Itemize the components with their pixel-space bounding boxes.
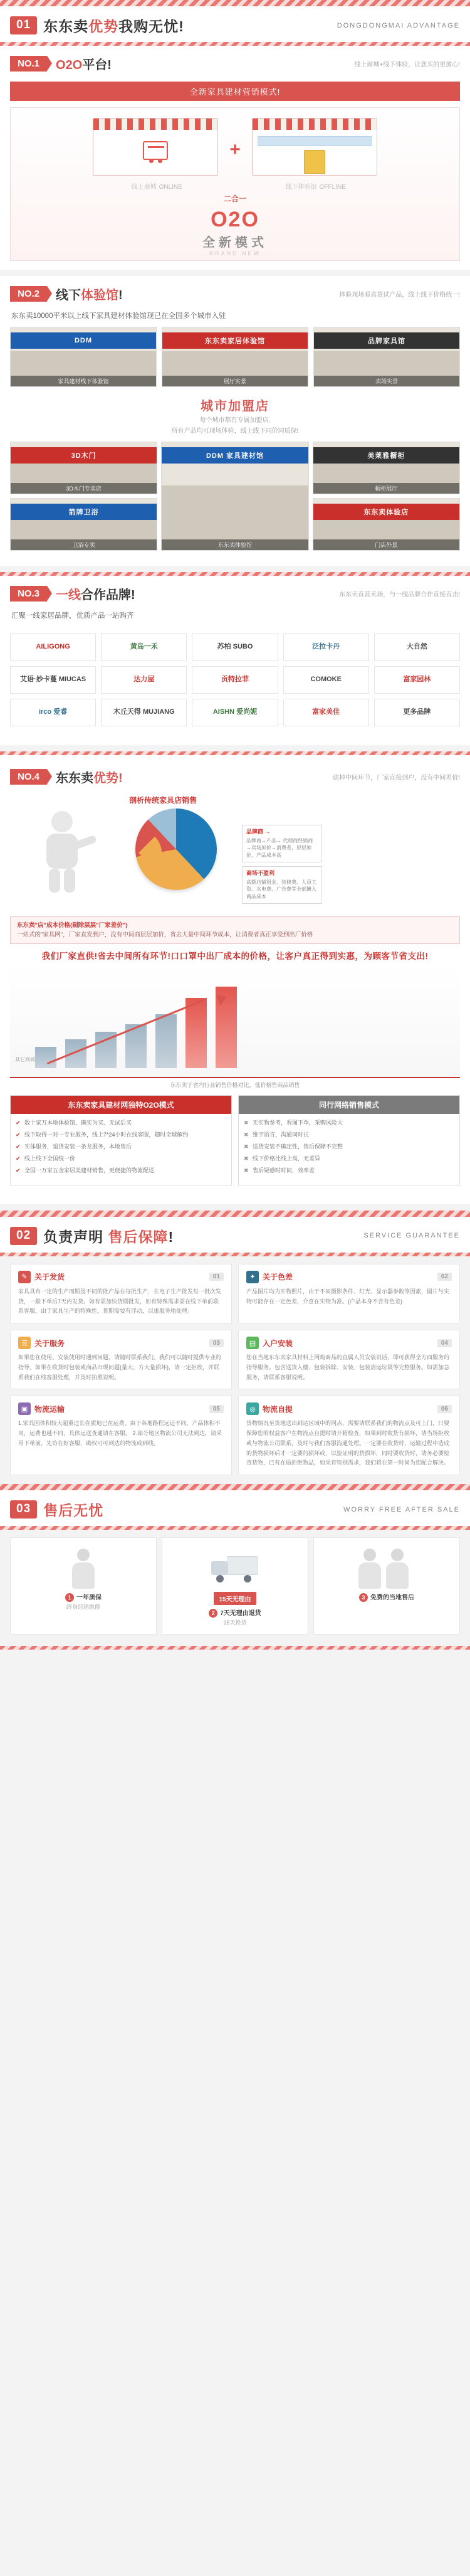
no1-block	[0, 46, 470, 270]
pie-callout-title: 商场不盈利	[246, 869, 275, 876]
no1-ribbon-row	[0, 46, 470, 77]
no2-photo-grid	[0, 442, 470, 551]
after-sale-title	[167, 1608, 303, 1618]
store-photo	[10, 498, 157, 551]
resp-card-body: 如果您在使用、安装使用时遇到问题，请随时联系我们。我们可以随时提供专业的指导。如果在收货时包装或商品出现问题(量大、方大量损坏)，请一定拒收，并联系我们在线客服处理，并及时拍照说明。	[18, 1354, 222, 1381]
list-item: ✖ 无实物参考，看图下单，采购风险大	[244, 1119, 454, 1128]
section-01-title	[43, 15, 184, 36]
no1-online-col	[93, 118, 218, 191]
shield-icon: ✦	[246, 1271, 259, 1283]
no4-red-note-body: 一站式的"家具网"，厂家直发到户，没有中间商层层加价，省去大量中间环节成本，让消费者真正享受到出厂价格	[17, 931, 313, 938]
pie-chart-area	[10, 792, 460, 911]
store-photo-caption: 3D木门专卖店	[11, 483, 157, 494]
resp-card	[238, 1264, 460, 1323]
pie-callout-body: 品牌商→产品→ 代理商经销商→卖场加价→消费者，层层加价，产品成本高	[246, 837, 313, 859]
brand-name: AISHN 爱尚妮	[212, 708, 258, 716]
brand-logo	[192, 699, 278, 726]
store-photo-sign: 3D木门	[11, 447, 157, 464]
resp-card-number: 04	[437, 1339, 452, 1347]
no1-big-2: 全新模式	[202, 236, 268, 250]
brand-name: irco 爱睿	[38, 708, 68, 716]
no2-ribbon-row	[0, 276, 470, 307]
bottom-stripe	[0, 1646, 470, 1650]
brand-logo	[283, 666, 369, 694]
no2-title-prefix: 线下	[56, 289, 81, 302]
resp-card	[10, 1396, 232, 1475]
resp-card-number: 05	[209, 1405, 224, 1413]
no3-lead: 汇聚一线家居品牌，优质产品一站购齐	[11, 612, 134, 620]
list-item: ✖ 送货安装不确定性，售后保障不完整	[244, 1143, 454, 1152]
list-item: ✔ 全国一万家五金家居美建材销售，更便捷的物流配送	[16, 1167, 226, 1175]
store-photo	[10, 327, 157, 387]
no1-big-1: O2O	[211, 208, 259, 231]
store-photo-caption: 家具建材线下体验馆	[11, 376, 156, 386]
no3-stripe	[0, 572, 470, 576]
online-shop-icon	[93, 118, 218, 176]
store-photo	[161, 442, 308, 551]
resp-card-title: 关于服务	[34, 1338, 65, 1348]
offline-store-icon	[252, 118, 377, 176]
pie-callout	[242, 866, 322, 904]
store-photo	[313, 498, 460, 551]
store-photo-caption: 卖场实景	[314, 376, 459, 386]
brand-name: 艾语·妙卡蔓 MIUCAS	[20, 676, 86, 684]
brand-name: AILIGONG	[36, 643, 70, 651]
section-03-subtitle-en: WORRY FREE AFTER SALE	[343, 1505, 460, 1513]
bar-chart-caption: 东东卖于省内行业销售价格对比，低价格售商品销售	[170, 1082, 300, 1089]
no4-ribbon-row	[0, 759, 470, 790]
no2-title-suffix: !	[118, 289, 123, 302]
resp-card-body: 货物情况至货地送出到达区域中的网点，需要请联系我们的物流点及可上门，只要保障您的权益客户在物流点自提时请开箱检查，如果到时收货有损坏，请当场拒收或与物流公司联系，及时与我们客服沟通处理。一定要在收货时、运输过程中造成的货物损坏后才一定要的损坏或，以验证明的货损坏，同时要收货时，请务必要检查货物，已有在质拒绝物品，如果有特别需求，我们将在第一时间为您配合解决。	[246, 1420, 450, 1466]
after-sale-card	[10, 1537, 157, 1635]
no4-ribbon: NO.4	[10, 769, 47, 785]
resp-card	[10, 1330, 232, 1389]
store-photo	[313, 442, 460, 494]
no2-photo-row	[0, 327, 470, 387]
no1-online-label-text: 线上商城	[131, 184, 157, 191]
store-photo	[10, 442, 157, 494]
no1-offline-label	[252, 181, 377, 191]
no2-lead: 东东卖10000平米以上线下家具建材体验馆现已在全国多个城市入驻	[11, 312, 226, 320]
bar-chart-left-note: 其它商城	[15, 1056, 35, 1063]
no1-offline-col	[252, 118, 377, 191]
section-02-title	[43, 1226, 174, 1246]
section-02-title-hl: 售后保障	[108, 1228, 169, 1245]
resp-card-body: 产品图片均为实物照片，由于不同摄影条件、灯光、显示器参数等因素，图片与实物可能存在一定色差，介意在实物为准。(产品本身不含有色差)	[246, 1288, 450, 1305]
no4-title-main: 东东卖	[56, 771, 94, 785]
comparison-ours-title: 东东卖家具建材网独特O2O模式	[11, 1096, 231, 1114]
store-photo	[313, 327, 460, 387]
no3-title	[56, 585, 135, 603]
brand-name: COMOKE	[310, 676, 342, 684]
no4-stripe	[0, 751, 470, 755]
no2-center-sub-1: 每个城市都有专属加盟店,	[199, 417, 271, 425]
brand-logo	[101, 699, 187, 726]
resp-card-title: 关于发货	[34, 1273, 65, 1282]
brand-name: 达力屋	[133, 676, 155, 684]
brand-grid	[0, 627, 470, 736]
no2-center-sub-2: 所有产品均可现场体验，线上线下同价同质保!	[171, 428, 299, 435]
no1-banner: 全新家具建材营销模式!	[10, 82, 460, 101]
no1-ribbon: NO.1	[10, 56, 47, 72]
brand-logo	[101, 666, 187, 694]
brand-logo	[10, 666, 96, 694]
doc-icon: ▣	[18, 1402, 31, 1415]
section-02-stripe-top	[0, 1211, 470, 1217]
brand-name: 更多品牌	[403, 708, 431, 716]
brand-name: 贡特拉菲	[221, 676, 249, 684]
section-02-stripe	[0, 1253, 470, 1256]
after-sale-number: 3	[359, 1593, 368, 1602]
resp-card-body: 您在当地东东卖家具材料上网购商品的直属人员安装说话，即可获得全方面服务的指导服务。包含送货入楼、包装拆除、安装、包装清运垃圾等完整服务。如需加急服务，请联系客服说明。	[246, 1354, 450, 1381]
list-item: ✔ 数十家万本地体验馆，确实为买、无试后买	[16, 1119, 226, 1128]
section-01-subtitle-en: DONGDONGMAI ADVANTAGE	[337, 21, 460, 29]
no1-title-suffix: 平台!	[82, 58, 112, 72]
no1-online-label-en: ONLINE	[159, 184, 182, 191]
store-photo-sign: 品牌家具馆	[314, 332, 459, 349]
no3-note: 东东卖直营卖场，与一线品牌合作直接直击!	[339, 591, 460, 599]
section-01-title-main: 东东卖	[43, 18, 89, 34]
resp-card-title: 入户安装	[263, 1338, 293, 1348]
comparison-others-title: 同行网络销售模式	[239, 1096, 459, 1114]
truck-icon: ▤	[246, 1337, 259, 1349]
no2-ribbon: NO.2	[10, 286, 47, 302]
resp-card-number: 02	[437, 1273, 452, 1281]
no4-red-note	[10, 916, 460, 944]
after-sale-title-text: 7天无理由退货	[220, 1610, 261, 1618]
section-02-subtitle-en: SERVICE GUARANTEE	[363, 1232, 460, 1240]
no2-center-title: 城市加盟店	[201, 400, 269, 414]
after-sale-card	[162, 1537, 308, 1635]
section-03-stripe	[0, 1526, 470, 1530]
list-item: ✔ 实体服务，退货安装一条龙服务，本地售后	[16, 1143, 226, 1152]
no1-offline-label-en: OFFLINE	[319, 184, 346, 191]
after-sale-grid	[0, 1530, 470, 1646]
no3-title-main: 一线	[56, 588, 81, 603]
no1-big-wrap	[11, 208, 459, 257]
store-photo-sign: 箭牌卫浴	[11, 504, 157, 520]
no1-stage	[10, 107, 460, 261]
section-02-badge: 02	[10, 1227, 37, 1245]
resp-card	[238, 1396, 460, 1475]
brand-logo	[374, 699, 460, 726]
section-01-stripe	[0, 42, 470, 46]
section-03-title	[43, 1499, 103, 1520]
store-photo-caption: 卫浴专卖	[11, 539, 157, 550]
brand-logo	[10, 633, 96, 661]
store-photo-caption: 东东卖体验馆	[162, 539, 308, 550]
after-sale-title-text: 免费的当地售后	[370, 1594, 414, 1602]
section-03-badge: 03	[10, 1500, 37, 1519]
resp-card-body: 1.家具因体积较大超重过长在质地已在运费，由于各地路程远近不同，产品体积不同，运费也越不同，具体运送查通请在客服。 2.部分地区物流公司无法到达，请采用下单前，先访在好客服，确权可可到达的物流或到线。	[18, 1420, 222, 1446]
no4-title	[56, 768, 123, 786]
list-item: ✖ 线下价格比线上高，无差异	[244, 1155, 454, 1163]
section-02-title-main: 负责声明	[43, 1228, 104, 1245]
brand-name: 富家园林	[403, 676, 431, 684]
section-01-badge: 01	[10, 16, 37, 34]
comparison-ours	[10, 1095, 232, 1185]
brand-name: 苏柏 SUBO	[217, 643, 253, 651]
no2-center-sub	[0, 415, 470, 437]
no3-ribbon-row	[0, 576, 470, 607]
bar-chart-area	[10, 965, 460, 1078]
list-item: ✔ 线下取得一对一专业服务，线上7*24小时在线客服，随时全球解约	[16, 1131, 226, 1140]
comparison-others	[238, 1095, 460, 1185]
brand-name: 黄岛一禾	[130, 643, 158, 651]
resp-card-body: 家具具有一定的生产周期及不同的批产品在每批生产，在电子生产批发每一批次发货，一般下单后7天内发货。如有需加快货期批发，如有特殊需求需在线下单前联系客服，由于家具生产的特殊性，货期需要有浮动，以重服务地处理。	[18, 1288, 222, 1315]
no1-online-label	[93, 181, 218, 191]
no1-offline-label-text: 线下体验馆	[285, 184, 317, 191]
no4-block	[0, 755, 470, 1204]
brand-logo	[283, 633, 369, 661]
no1-title	[56, 55, 112, 73]
section-01-title-hl: 优势	[88, 18, 119, 34]
brand-logo	[374, 633, 460, 661]
no3-block	[0, 576, 470, 745]
after-sale-sub: 15天换货	[223, 1619, 247, 1626]
store-photo-sign: DDM	[11, 332, 156, 349]
store-photo-caption: 橱柜展厅	[313, 483, 459, 494]
pie-callout	[242, 825, 322, 862]
section-03-header	[0, 1490, 470, 1526]
store-photo-sign: 东东卖体验店	[313, 504, 459, 520]
no2-block	[0, 276, 470, 566]
no2-note: 体验现场看真货试产品，线上线下价格统一!	[339, 292, 460, 299]
growth-arrow-icon	[48, 989, 236, 1064]
no3-title-suffix: 合作品牌!	[81, 588, 135, 603]
no4-slogan: 我们厂家直供!省去中间所有环节!口口罩中出厂成本的价格，让客户真正得到实惠，为顾客节省支出!	[41, 951, 429, 962]
pin-icon: ◎	[246, 1402, 259, 1415]
no4-title-hl: 优势!	[93, 771, 123, 785]
brand-logo	[101, 633, 187, 661]
no1-plus-icon: +	[229, 139, 241, 160]
no1-big-3: BRAND NEW	[209, 250, 261, 257]
brand-name: 大自然	[406, 643, 427, 651]
brand-name: 富家美佳	[312, 708, 340, 716]
section-03-title-main: 售后无忧	[43, 1502, 104, 1519]
after-sale-title	[319, 1592, 454, 1602]
service-icon	[319, 1545, 454, 1592]
pie-chart-title: 剖析传统家具店销售	[129, 795, 197, 805]
section-03-stripe-top	[0, 1484, 470, 1490]
store-photo-sign: 东东卖家居体验馆	[162, 332, 308, 349]
brand-logo	[192, 666, 278, 694]
brand-name: 泛拉卡丹	[312, 643, 340, 651]
brand-name: 木丘天得 MUJIANG	[113, 708, 175, 716]
after-sale-card	[313, 1537, 460, 1635]
brand-logo	[374, 666, 460, 694]
after-sale-number: 2	[209, 1609, 217, 1618]
no1-note: 线上商城+线下体验，让您买的更放心!	[354, 61, 460, 68]
no2-title	[56, 285, 123, 303]
after-sale-badge: 15天无理由	[214, 1592, 256, 1605]
pie-callout-title: 品牌商 →	[246, 828, 271, 835]
no1-title-prefix: O2O	[56, 58, 83, 72]
resp-card	[238, 1330, 460, 1389]
after-sale-sub: 终身经销维修	[66, 1604, 100, 1611]
no4-note: 砍掉中间环节，厂家直接到户，没有中间差价!	[333, 774, 460, 782]
resp-card-number: 03	[209, 1339, 224, 1347]
no1-mid-tag: 二合一	[223, 194, 246, 203]
section-02-title-tail: !	[168, 1228, 174, 1245]
no3-ribbon: NO.3	[10, 586, 47, 602]
resp-card-title: 关于色差	[263, 1273, 293, 1282]
resp-card-number: 01	[209, 1273, 224, 1281]
worker-figure-icon	[35, 811, 91, 893]
no2-title-hl: 体验馆	[81, 289, 119, 302]
after-sale-title	[16, 1592, 151, 1602]
book-icon: ✎	[18, 1271, 31, 1283]
pie-callout-body: 高额店铺租金、装修费、人员工资、水电费、广告费等全部摊入商品成本	[246, 879, 316, 900]
worker-icon	[16, 1545, 151, 1592]
section-02-header	[0, 1217, 470, 1253]
section-01-header	[0, 6, 470, 42]
no4-red-note-title: 东东卖"店"成本价格(剔除层层"厂家差价")	[17, 921, 128, 929]
responsibility-grid	[0, 1256, 470, 1478]
resp-card-title: 物流自提	[263, 1404, 293, 1414]
top-stripe	[0, 0, 470, 6]
store-photo-caption: 展厅实景	[162, 376, 308, 386]
store-photo	[162, 327, 308, 387]
brand-logo	[10, 699, 96, 726]
after-sale-number: 1	[65, 1593, 74, 1602]
resp-card	[10, 1264, 232, 1323]
cart-icon: ☰	[18, 1337, 31, 1349]
truck-icon	[167, 1545, 303, 1592]
resp-card-number: 06	[437, 1405, 452, 1413]
store-photo-sign: 美莱雅橱柜	[313, 447, 459, 464]
store-photo-caption: 门店外景	[313, 539, 459, 550]
comparison-panels	[0, 1089, 470, 1195]
after-sale-title-text: 一年质保	[76, 1594, 102, 1602]
list-item: ✖ 售后疑惑时时间，效率差	[244, 1167, 454, 1175]
section-01-title-tail: 我购无忧!	[118, 18, 184, 34]
brand-logo	[192, 633, 278, 661]
list-item: ✖ 维字语言，沟通同时长	[244, 1131, 454, 1140]
store-photo-sign: DDM 家具建材馆	[162, 447, 308, 464]
list-item: ✔ 线上线下全国统一价	[16, 1155, 226, 1163]
resp-card-title: 物流运输	[34, 1404, 65, 1414]
brand-logo	[283, 699, 369, 726]
